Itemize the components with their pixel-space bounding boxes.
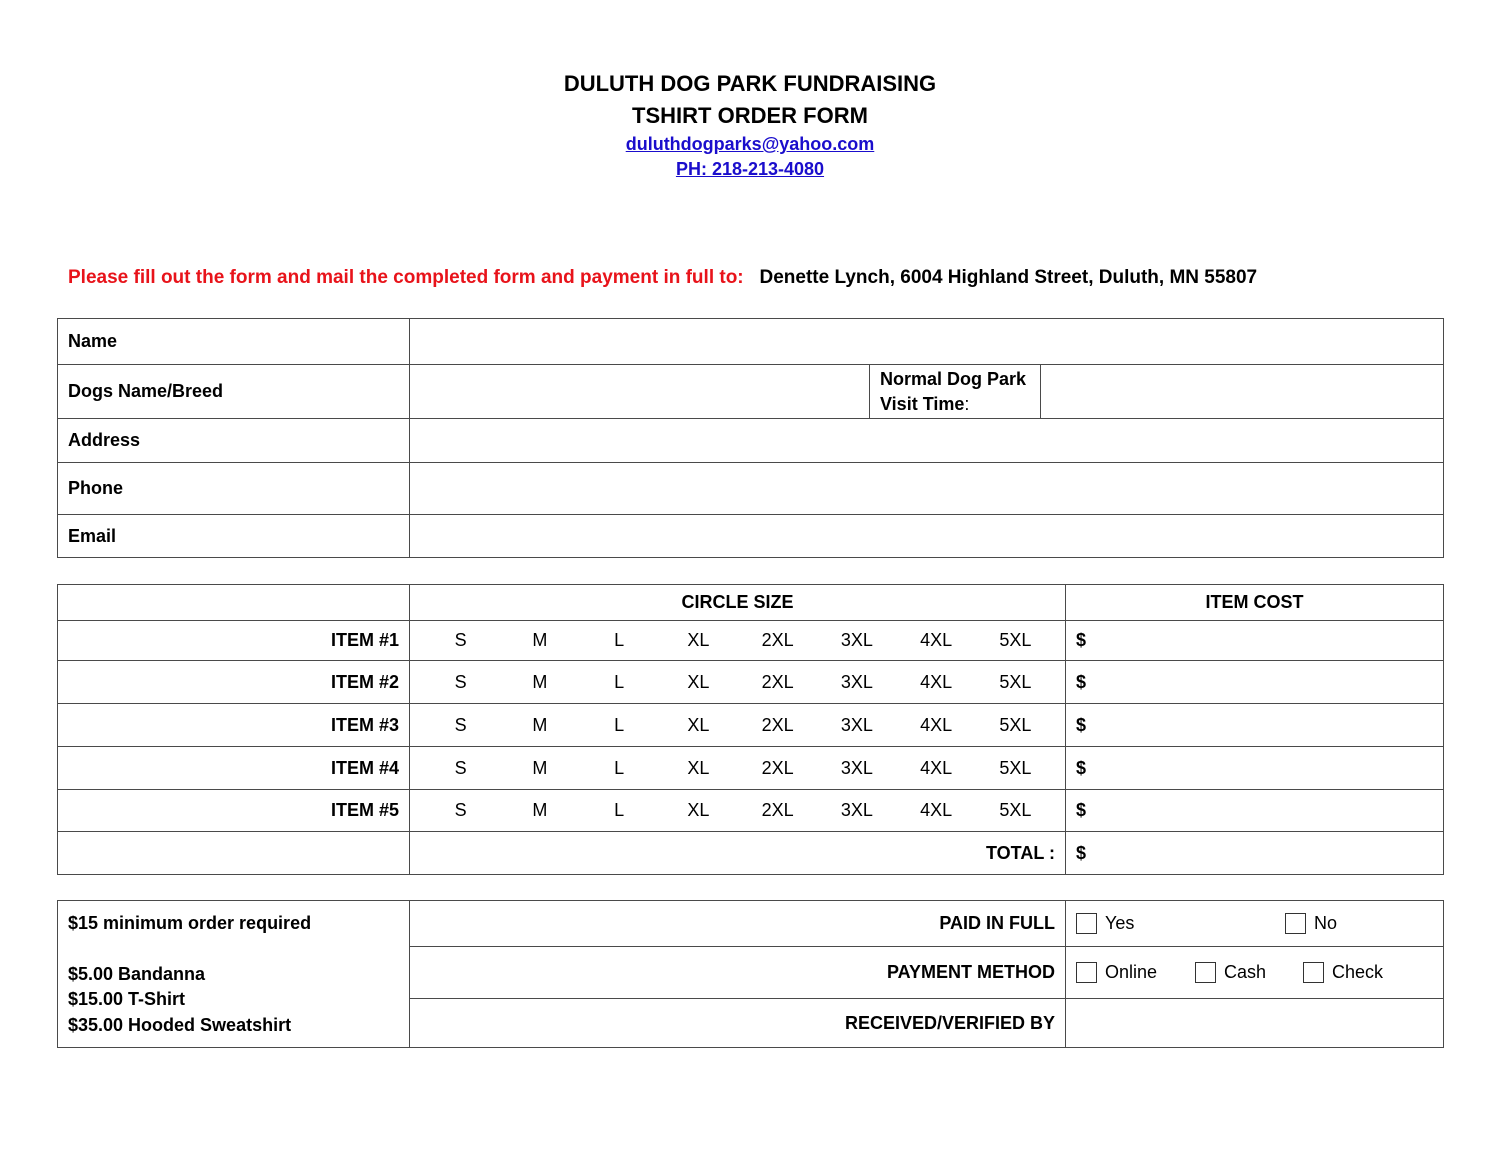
instruction-text: Please fill out the form and mail the completed form and payment in full to: bbox=[68, 267, 744, 288]
size-option[interactable]: 2XL bbox=[761, 671, 794, 692]
size-options bbox=[410, 790, 1066, 832]
paid-in-full-options bbox=[1066, 901, 1444, 947]
item-cost-field[interactable]: $ bbox=[1066, 661, 1444, 704]
size-option[interactable]: M bbox=[532, 671, 548, 692]
item-row bbox=[58, 621, 1444, 661]
size-option[interactable]: 5XL bbox=[999, 630, 1032, 650]
item-row bbox=[58, 661, 1444, 704]
paid-in-full-label: PAID IN FULL bbox=[410, 901, 1066, 947]
price-sweatshirt: $35.00 Hooded Sweatshirt bbox=[68, 1014, 292, 1035]
size-option[interactable]: S bbox=[454, 714, 467, 735]
size-option[interactable]: 5XL bbox=[999, 757, 1032, 778]
size-option[interactable]: L bbox=[614, 800, 625, 820]
price-tshirt: $15.00 T-Shirt bbox=[68, 989, 186, 1009]
no-checkbox[interactable] bbox=[1285, 913, 1306, 934]
total-label: TOTAL : bbox=[410, 832, 1066, 875]
size-option[interactable]: XL bbox=[687, 757, 710, 778]
cash-label: Cash bbox=[1224, 962, 1267, 982]
email-link[interactable]: duluthdogparks@yahoo.com bbox=[625, 134, 875, 154]
minimum-order-note: $15 minimum order required bbox=[68, 913, 312, 933]
size-option[interactable]: XL bbox=[687, 714, 710, 735]
item-label: ITEM #4 bbox=[58, 747, 410, 790]
yes-label: Yes bbox=[1105, 913, 1135, 933]
size-option[interactable]: M bbox=[532, 630, 548, 650]
item-label: ITEM #5 bbox=[58, 790, 410, 832]
size-option[interactable]: 3XL bbox=[840, 714, 873, 735]
form-title: DULUTH DOG PARK FUNDRAISING bbox=[563, 71, 937, 96]
item-row bbox=[58, 790, 1444, 832]
item-cost-field[interactable]: $ bbox=[1066, 621, 1444, 661]
size-option[interactable]: XL bbox=[687, 800, 710, 820]
size-option[interactable]: S bbox=[454, 800, 467, 820]
size-option[interactable]: 3XL bbox=[840, 800, 873, 820]
online-checkbox[interactable] bbox=[1076, 962, 1097, 983]
mailing-address: Denette Lynch, 6004 Highland Street, Duluth, MN 55807 bbox=[759, 267, 1258, 288]
item-cost-field[interactable]: $ bbox=[1066, 747, 1444, 790]
payment-table bbox=[57, 900, 1444, 1048]
price-bandanna: $5.00 Bandanna bbox=[68, 963, 206, 984]
received-verified-label: RECEIVED/VERIFIED BY bbox=[410, 999, 1066, 1048]
size-option[interactable]: 2XL bbox=[761, 800, 794, 820]
check-label: Check bbox=[1332, 962, 1384, 982]
circle-size-header: CIRCLE SIZE bbox=[410, 585, 1066, 621]
no-label: No bbox=[1314, 913, 1338, 933]
address-label: Address bbox=[58, 419, 410, 463]
size-option[interactable]: XL bbox=[687, 671, 710, 692]
size-option[interactable]: 4XL bbox=[920, 671, 953, 692]
size-option[interactable]: M bbox=[532, 800, 548, 820]
online-label: Online bbox=[1105, 962, 1158, 982]
size-option[interactable]: 4XL bbox=[920, 630, 953, 650]
order-header-blank bbox=[58, 585, 410, 621]
email-label: Email bbox=[58, 515, 410, 558]
size-option[interactable]: M bbox=[532, 714, 548, 735]
size-option[interactable]: 4XL bbox=[920, 800, 953, 820]
size-options bbox=[410, 661, 1066, 704]
visit-time-label: Normal Dog Park Visit Time: bbox=[870, 365, 1041, 419]
address-field[interactable] bbox=[410, 419, 1444, 463]
size-option[interactable]: 2XL bbox=[761, 757, 794, 778]
item-cost-header: ITEM COST bbox=[1066, 585, 1444, 621]
size-options bbox=[410, 704, 1066, 747]
phone-link[interactable]: PH: 218-213-4080 bbox=[675, 159, 825, 179]
item-cost-field[interactable]: $ bbox=[1066, 790, 1444, 832]
phone-label: Phone bbox=[58, 463, 410, 515]
size-option[interactable]: 4XL bbox=[920, 757, 953, 778]
check-checkbox[interactable] bbox=[1303, 962, 1324, 983]
size-option[interactable]: L bbox=[614, 671, 625, 692]
size-option[interactable]: L bbox=[614, 630, 625, 650]
size-option[interactable]: XL bbox=[687, 630, 710, 650]
item-row bbox=[58, 747, 1444, 790]
total-cost-field[interactable]: $ bbox=[1066, 832, 1444, 875]
size-option[interactable]: 3XL bbox=[840, 757, 873, 778]
size-option[interactable]: S bbox=[454, 757, 467, 778]
received-verified-field[interactable] bbox=[1066, 999, 1444, 1048]
contact-table bbox=[57, 318, 1444, 558]
size-option[interactable]: 2XL bbox=[761, 630, 794, 650]
item-label: ITEM #3 bbox=[58, 704, 410, 747]
size-option[interactable]: 3XL bbox=[840, 630, 873, 650]
payment-method-options bbox=[1066, 947, 1444, 999]
name-label: Name bbox=[58, 319, 410, 365]
size-option[interactable]: L bbox=[614, 757, 625, 778]
price-info bbox=[58, 901, 410, 1048]
email-field[interactable] bbox=[410, 515, 1444, 558]
name-field[interactable] bbox=[410, 319, 1444, 365]
dogs-label: Dogs Name/Breed bbox=[58, 365, 410, 419]
form-subtitle: TSHIRT ORDER FORM bbox=[632, 103, 868, 128]
size-option[interactable]: 3XL bbox=[840, 671, 873, 692]
item-label: ITEM #2 bbox=[58, 661, 410, 704]
size-option[interactable]: 4XL bbox=[920, 714, 953, 735]
visit-time-field[interactable] bbox=[1041, 365, 1444, 419]
size-option[interactable]: 5XL bbox=[999, 800, 1032, 820]
yes-checkbox[interactable] bbox=[1076, 913, 1097, 934]
size-option[interactable]: 5XL bbox=[999, 714, 1032, 735]
size-option[interactable]: L bbox=[614, 714, 625, 735]
cash-checkbox[interactable] bbox=[1195, 962, 1216, 983]
size-option[interactable]: S bbox=[454, 671, 467, 692]
size-options bbox=[410, 747, 1066, 790]
item-cost-field[interactable]: $ bbox=[1066, 704, 1444, 747]
item-row bbox=[58, 704, 1444, 747]
size-option[interactable]: M bbox=[532, 757, 548, 778]
mailing-instruction bbox=[68, 267, 1488, 289]
order-table bbox=[57, 584, 1444, 875]
payment-method-label: PAYMENT METHOD bbox=[410, 947, 1066, 999]
dogs-field[interactable] bbox=[410, 365, 870, 419]
size-option[interactable]: 2XL bbox=[761, 714, 794, 735]
item-label: ITEM #1 bbox=[58, 621, 410, 661]
size-option[interactable]: S bbox=[454, 630, 467, 650]
total-blank bbox=[58, 832, 410, 875]
phone-field[interactable] bbox=[410, 463, 1444, 515]
size-options bbox=[410, 621, 1066, 661]
size-option[interactable]: 5XL bbox=[999, 671, 1032, 692]
